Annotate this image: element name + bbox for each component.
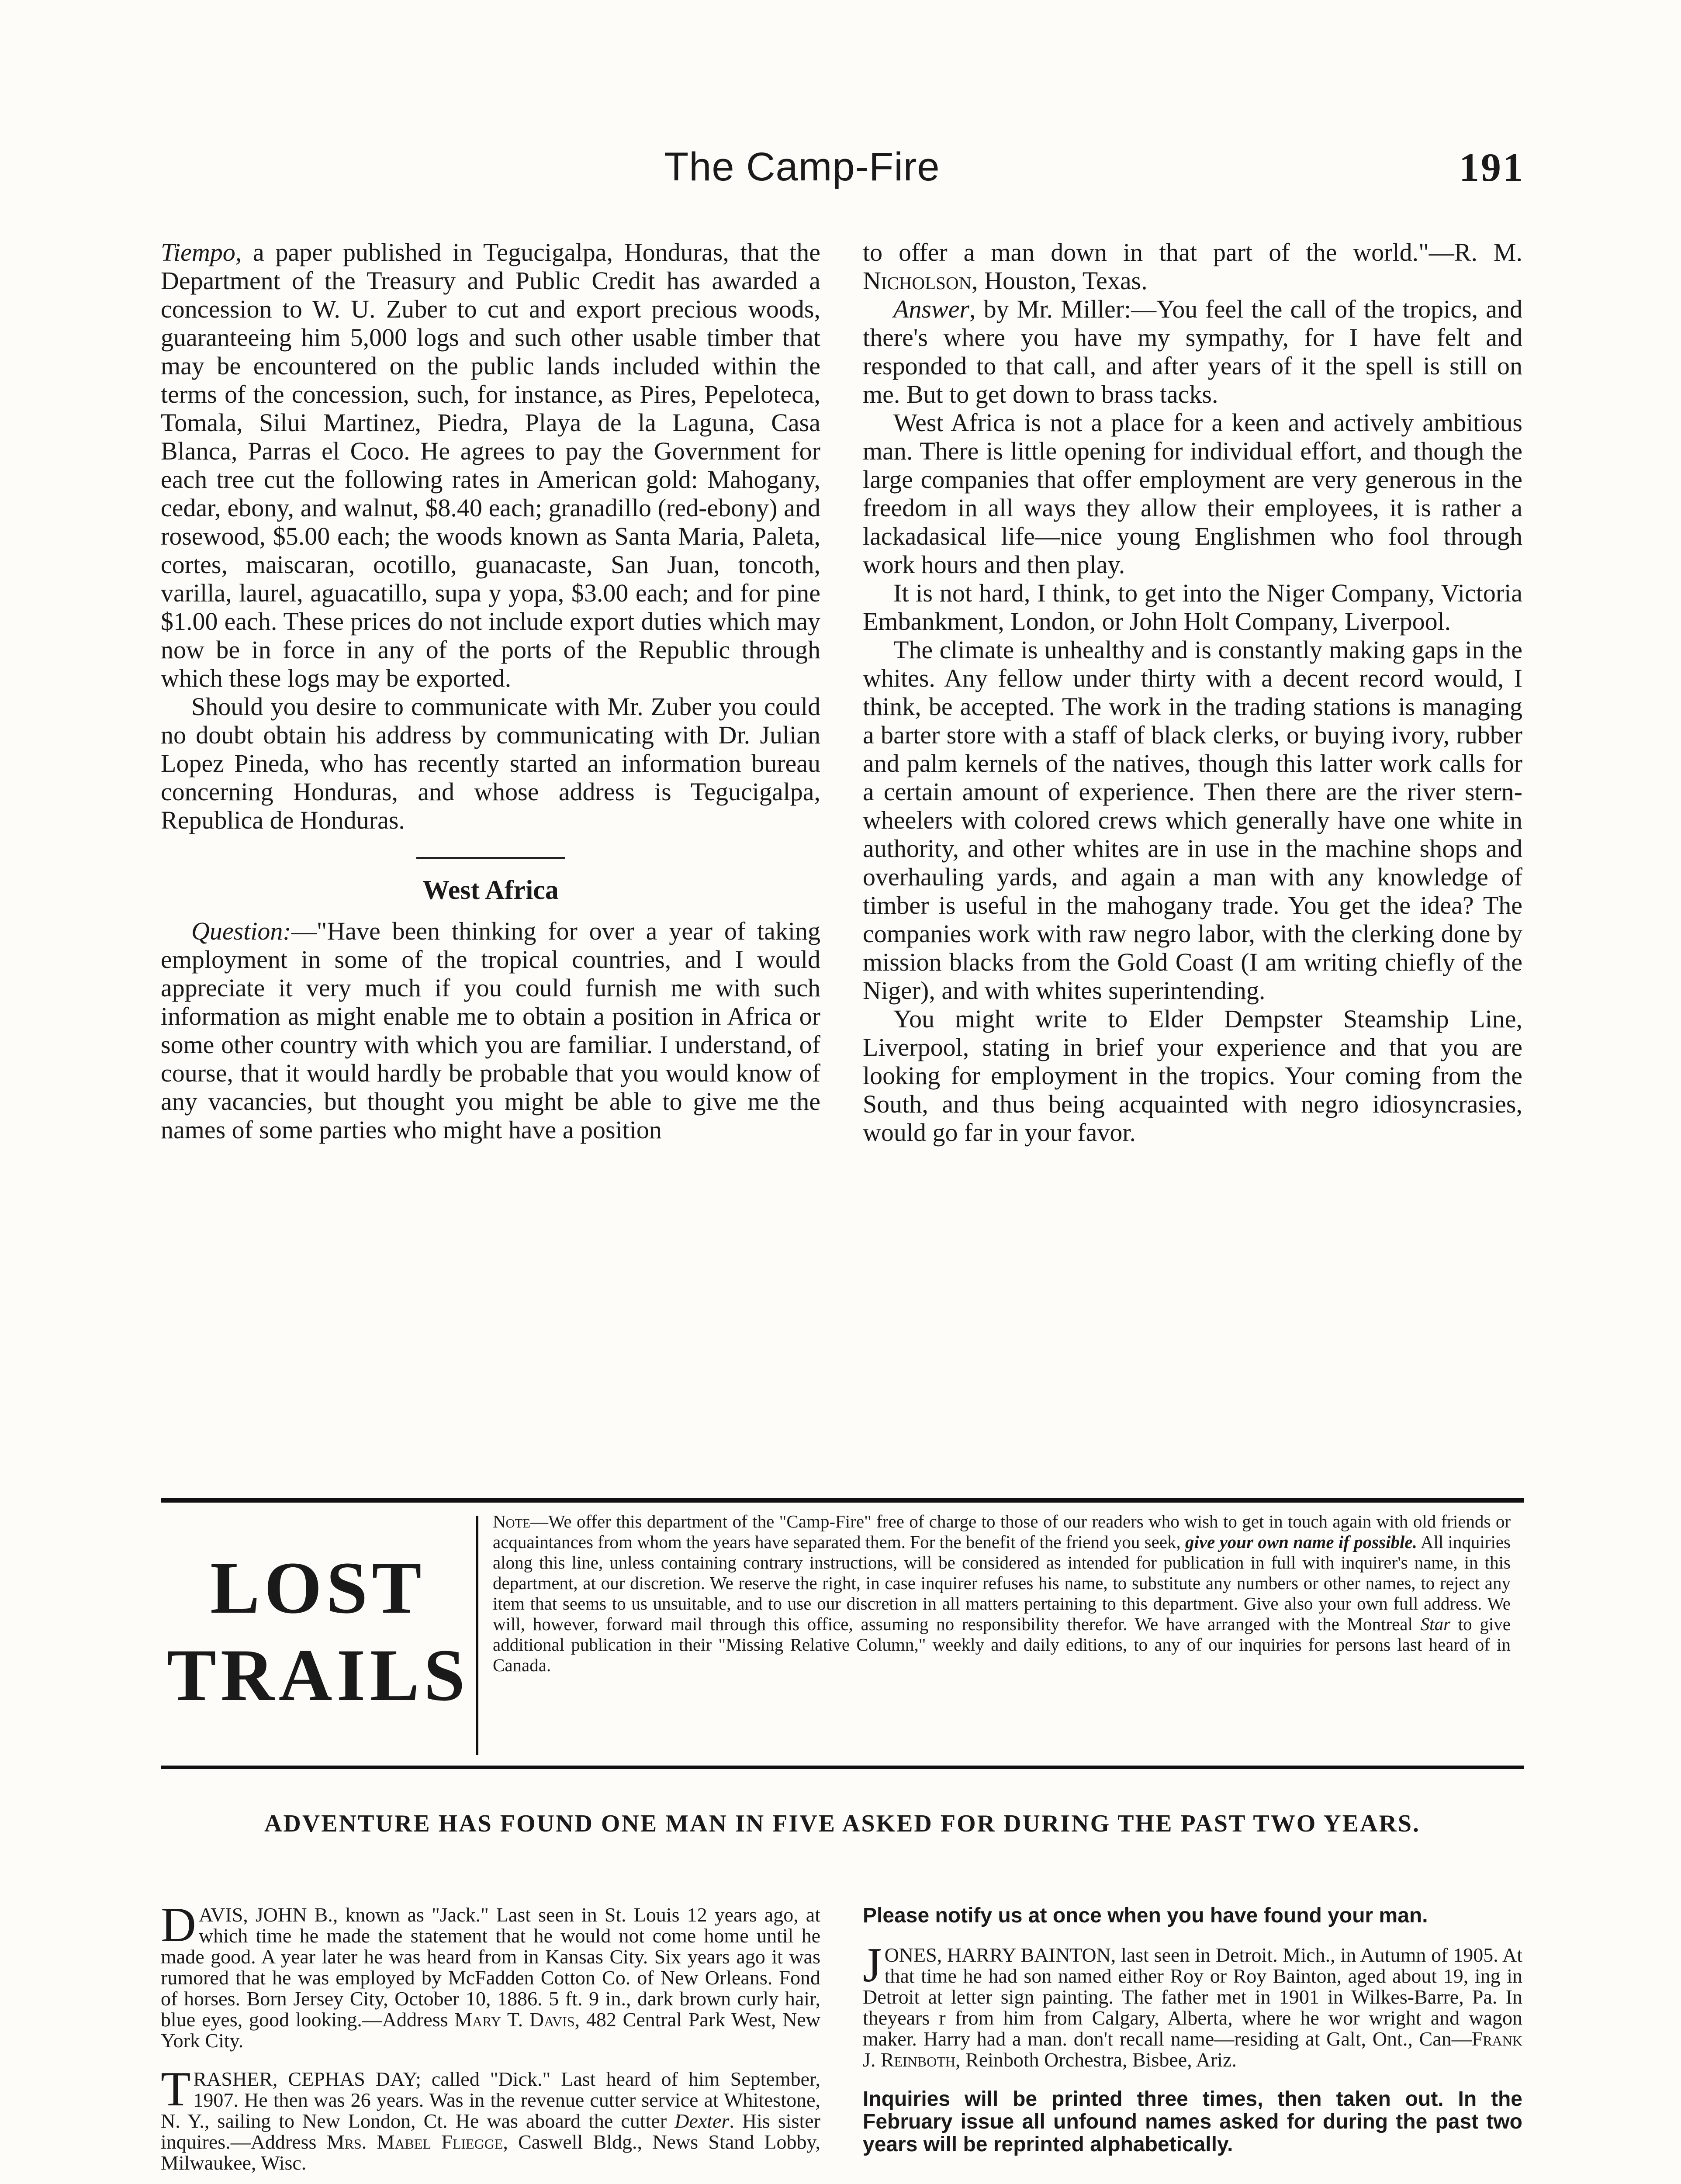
running-head-title: The Camp-Fire bbox=[664, 145, 940, 189]
lost-trails-title-line1: LOST bbox=[210, 1547, 426, 1629]
drop-cap: J bbox=[863, 1938, 882, 1992]
lost-trails-box bbox=[161, 1498, 1524, 1769]
article-paragraph: West Africa is not a place for a keen and actively ambitious man. There is little opening for individual effort, and though the large companies that offer employment are very generous in the freedom in all ways they allow their employees, it is rather a lackadasical life—nice young Englishmen who fool through work hours and then play. bbox=[863, 408, 1522, 579]
inquiry-entry: DAVIS, JOHN B., known as "Jack." Last seen in St. Louis 12 years ago, at which time he made the statement that he would not come home until he made good. A year later he was heard from in Kansas City. Six years ago it was rumored that he was employed by McFadden Cotton Co. of New Orleans. Fond of horses. Born Jersey City, October 10, 1886. 5 ft. 9 in., dark brown curly hair, blue eyes, good looking.—Address Mary T. Davis, 482 Central Park West, New York City. bbox=[161, 1898, 820, 2052]
inquirer-name: Mary T. Davis bbox=[454, 2008, 575, 2031]
questioner-name: Nicholson bbox=[863, 266, 972, 295]
newspaper-title: Tiempo bbox=[161, 238, 235, 266]
inquirer-name: Frank J. Reinboth bbox=[863, 2028, 1522, 2071]
article-left-column bbox=[161, 238, 820, 1144]
question-continuation: to offer a man down in that part of the world."—R. M. Nicholson, Houston, Texas. bbox=[863, 238, 1522, 295]
lost-trails-title-line2: TRAILS bbox=[166, 1634, 470, 1716]
page-number: 191 bbox=[1459, 145, 1525, 190]
drop-cap: T bbox=[161, 2062, 191, 2116]
notify-notice: Please notify us at once when you have found your man. bbox=[863, 1904, 1428, 1927]
inquiry-entry: JONES, HARRY BAINTON, last seen in Detroit. Mich., in Autumn of 1905. At that time he had son named either Roy or Roy Bainton, aged about 19, ing in Detroit at letter sign painting. The father met in 1901 in Wilkes-Barre, Pa. In theyears r from him from Calgary, Alberta, where he wor wright and wagon maker. Harry had a man. don't recall name—residing at Galt, Ont., Can—Frank J. Reinboth, Reinboth Orchestra, Bisbee, Ariz. bbox=[863, 1938, 1522, 2071]
inquiry-entry: TRASHER, CEPHAS DAY; called "Dick." Last heard of him September, 1907. He then was 26 years. Was in the revenue cutter service at Whitestone, N. Y., sailing to New London, Ct. He was aboard the cutter Dexter. His sister inquires.—Address Mrs. Mabel Fliegge, Caswell Bldg., News Stand Lobby, Milwaukee, Wisc. bbox=[161, 2062, 820, 2174]
lost-trails-headline: ADVENTURE HAS FOUND ONE MAN IN FIVE ASKED FOR DURING THE PAST TWO YEARS. bbox=[264, 1810, 1421, 1837]
ship-name: Dexter bbox=[674, 2110, 730, 2132]
box-bottom-rule bbox=[161, 1766, 1524, 1769]
note-emphasis: give your own name if possible. bbox=[1185, 1532, 1417, 1552]
article-paragraph: You might write to Elder Dempster Steamship Line, Liverpool, stating in brief your experience and that you are looking for employment in the tropics. Your coming from the South, and thus being acquainted with negro idiosyncrasies, would go far in your favor. bbox=[863, 1005, 1522, 1147]
closing-notice: Inquiries will be printed three times, then taken out. In the February issue all unfound names asked for during the past two years will be reprinted alphabetically. bbox=[863, 2087, 1522, 2156]
answer-paragraph: Answer, by Mr. Miller:—You feel the call of the tropics, and there's where you have my sympathy, for I have felt and responded to that call, and after years of it the spell is still on me. But to get down to brass tacks. bbox=[863, 295, 1522, 408]
article-paragraph: Tiempo, a paper published in Tegucigalpa, Honduras, that the Department of the Treasury and Public Credit has awarded a concession to W. U. Zuber to cut and export precious woods, guaranteeing him 5,000 logs and such other usable timber that may be encountered on the public lands included within the terms of the concession, such, for instance, as Pires, Pepeloteca, Tomala, Silui Martinez, Piedra, Playa de la Laguna, Casa Blanca, Parras el Coco. He agrees to pay the Government for each tree cut the following rates in American gold: Mahogany, cedar, ebony, and walnut, $8.40 each; granadillo (red-ebony) and rosewood, $5.00 each; the woods known as Santa Maria, Paleta, cortes, maiscaran, ocotillo, guanacaste, San Juan, toncoth, varilla, laurel, aguacatillo, supa y yopa, $3.00 each; and for pine $1.00 each. These prices do not include export duties which may now be in force in any of the ports of the Republic through which these logs may be exported. bbox=[161, 238, 820, 692]
note-label: Note bbox=[493, 1511, 530, 1531]
section-divider bbox=[416, 857, 565, 859]
inquiries-right-column bbox=[863, 1904, 1522, 2174]
article-paragraph: Should you desire to communicate with Mr. Zuber you could no doubt obtain his address by communicating with Dr. Julian Lopez Pineda, who has recently started an information bureau concerning Honduras, and whose address is Tegucigalpa, Republica de Honduras. bbox=[161, 692, 820, 834]
section-title: West Africa bbox=[422, 875, 559, 905]
lost-trails-note: Note—We offer this department of the "Camp-Fire" free of charge to those of our readers who wish to get in touch again with old friends or acquaintances from whom the years have separated them. For the benefit of the friend you seek, give your own name if possible. All inquiries along this line, unless containing contrary instructions, will be considered as intended for publication in full with inquirer's name, in this department, at our discretion. We reserve the right, in case inquirer refuses his name, to substitute any numbers or other names, to reject any item that seems to us unsuitable, and to use our discretion in all matters pertaining to this department. Give also your own full address. We will, however, forward mail through this office, assuming no responsibility therefor. We have arranged with the Montreal Star to give additional publication in their "Missing Relative Column," weekly and daily editions, to any of our inquiries for persons last heard of in Canada. bbox=[493, 1511, 1511, 1675]
drop-cap: D bbox=[161, 1898, 196, 1952]
article-paragraph: It is not hard, I think, to get into the Niger Company, Victoria Embankment, London, or John Holt Company, Liverpool. bbox=[863, 579, 1522, 636]
inquiries-left-column bbox=[161, 1898, 820, 2184]
inquirer-name: Mrs. Mabel Fliegge bbox=[326, 2131, 503, 2153]
box-top-rule bbox=[161, 1498, 1524, 1503]
article-right-column bbox=[863, 238, 1522, 1147]
question-paragraph: Question:—"Have been thinking for over a year of taking employment in some of the tropical countries, and I would appreciate it very much if you could furnish me with such information as might enable me to obtain a position in Africa or some other country with which you are familiar. I understand, of course, that it would hardly be probable that you would know of any vacancies, but thought you might be able to give me the names of some parties who might have a position bbox=[161, 917, 820, 1144]
question-label: Question: bbox=[191, 917, 291, 945]
box-vertical-rule bbox=[476, 1516, 478, 1755]
article-paragraph: The climate is unhealthy and is constantly making gaps in the whites. Any fellow under thirty with a decent record would, I think, be accepted. The work in the trading stations is managing a barter store with a staff of black clerks, or buying ivory, rubber and palm kernels of the natives, though this latter work calls for a certain amount of experience. Then there are the river stern-wheelers with colored crews which generally have one white in authority, and other whites are in use in the machine shops and overhauling yards, and again a man with any knowledge of timber is useful in the mahogany trade. You get the idea? The companies work with raw negro labor, with the clerking done by mission blacks from the Gold Coast (I am writing chiefly of the Niger), and with whites superintending. bbox=[863, 636, 1522, 1005]
answer-label: Answer bbox=[893, 295, 969, 323]
newspaper-name: Star bbox=[1420, 1614, 1451, 1634]
